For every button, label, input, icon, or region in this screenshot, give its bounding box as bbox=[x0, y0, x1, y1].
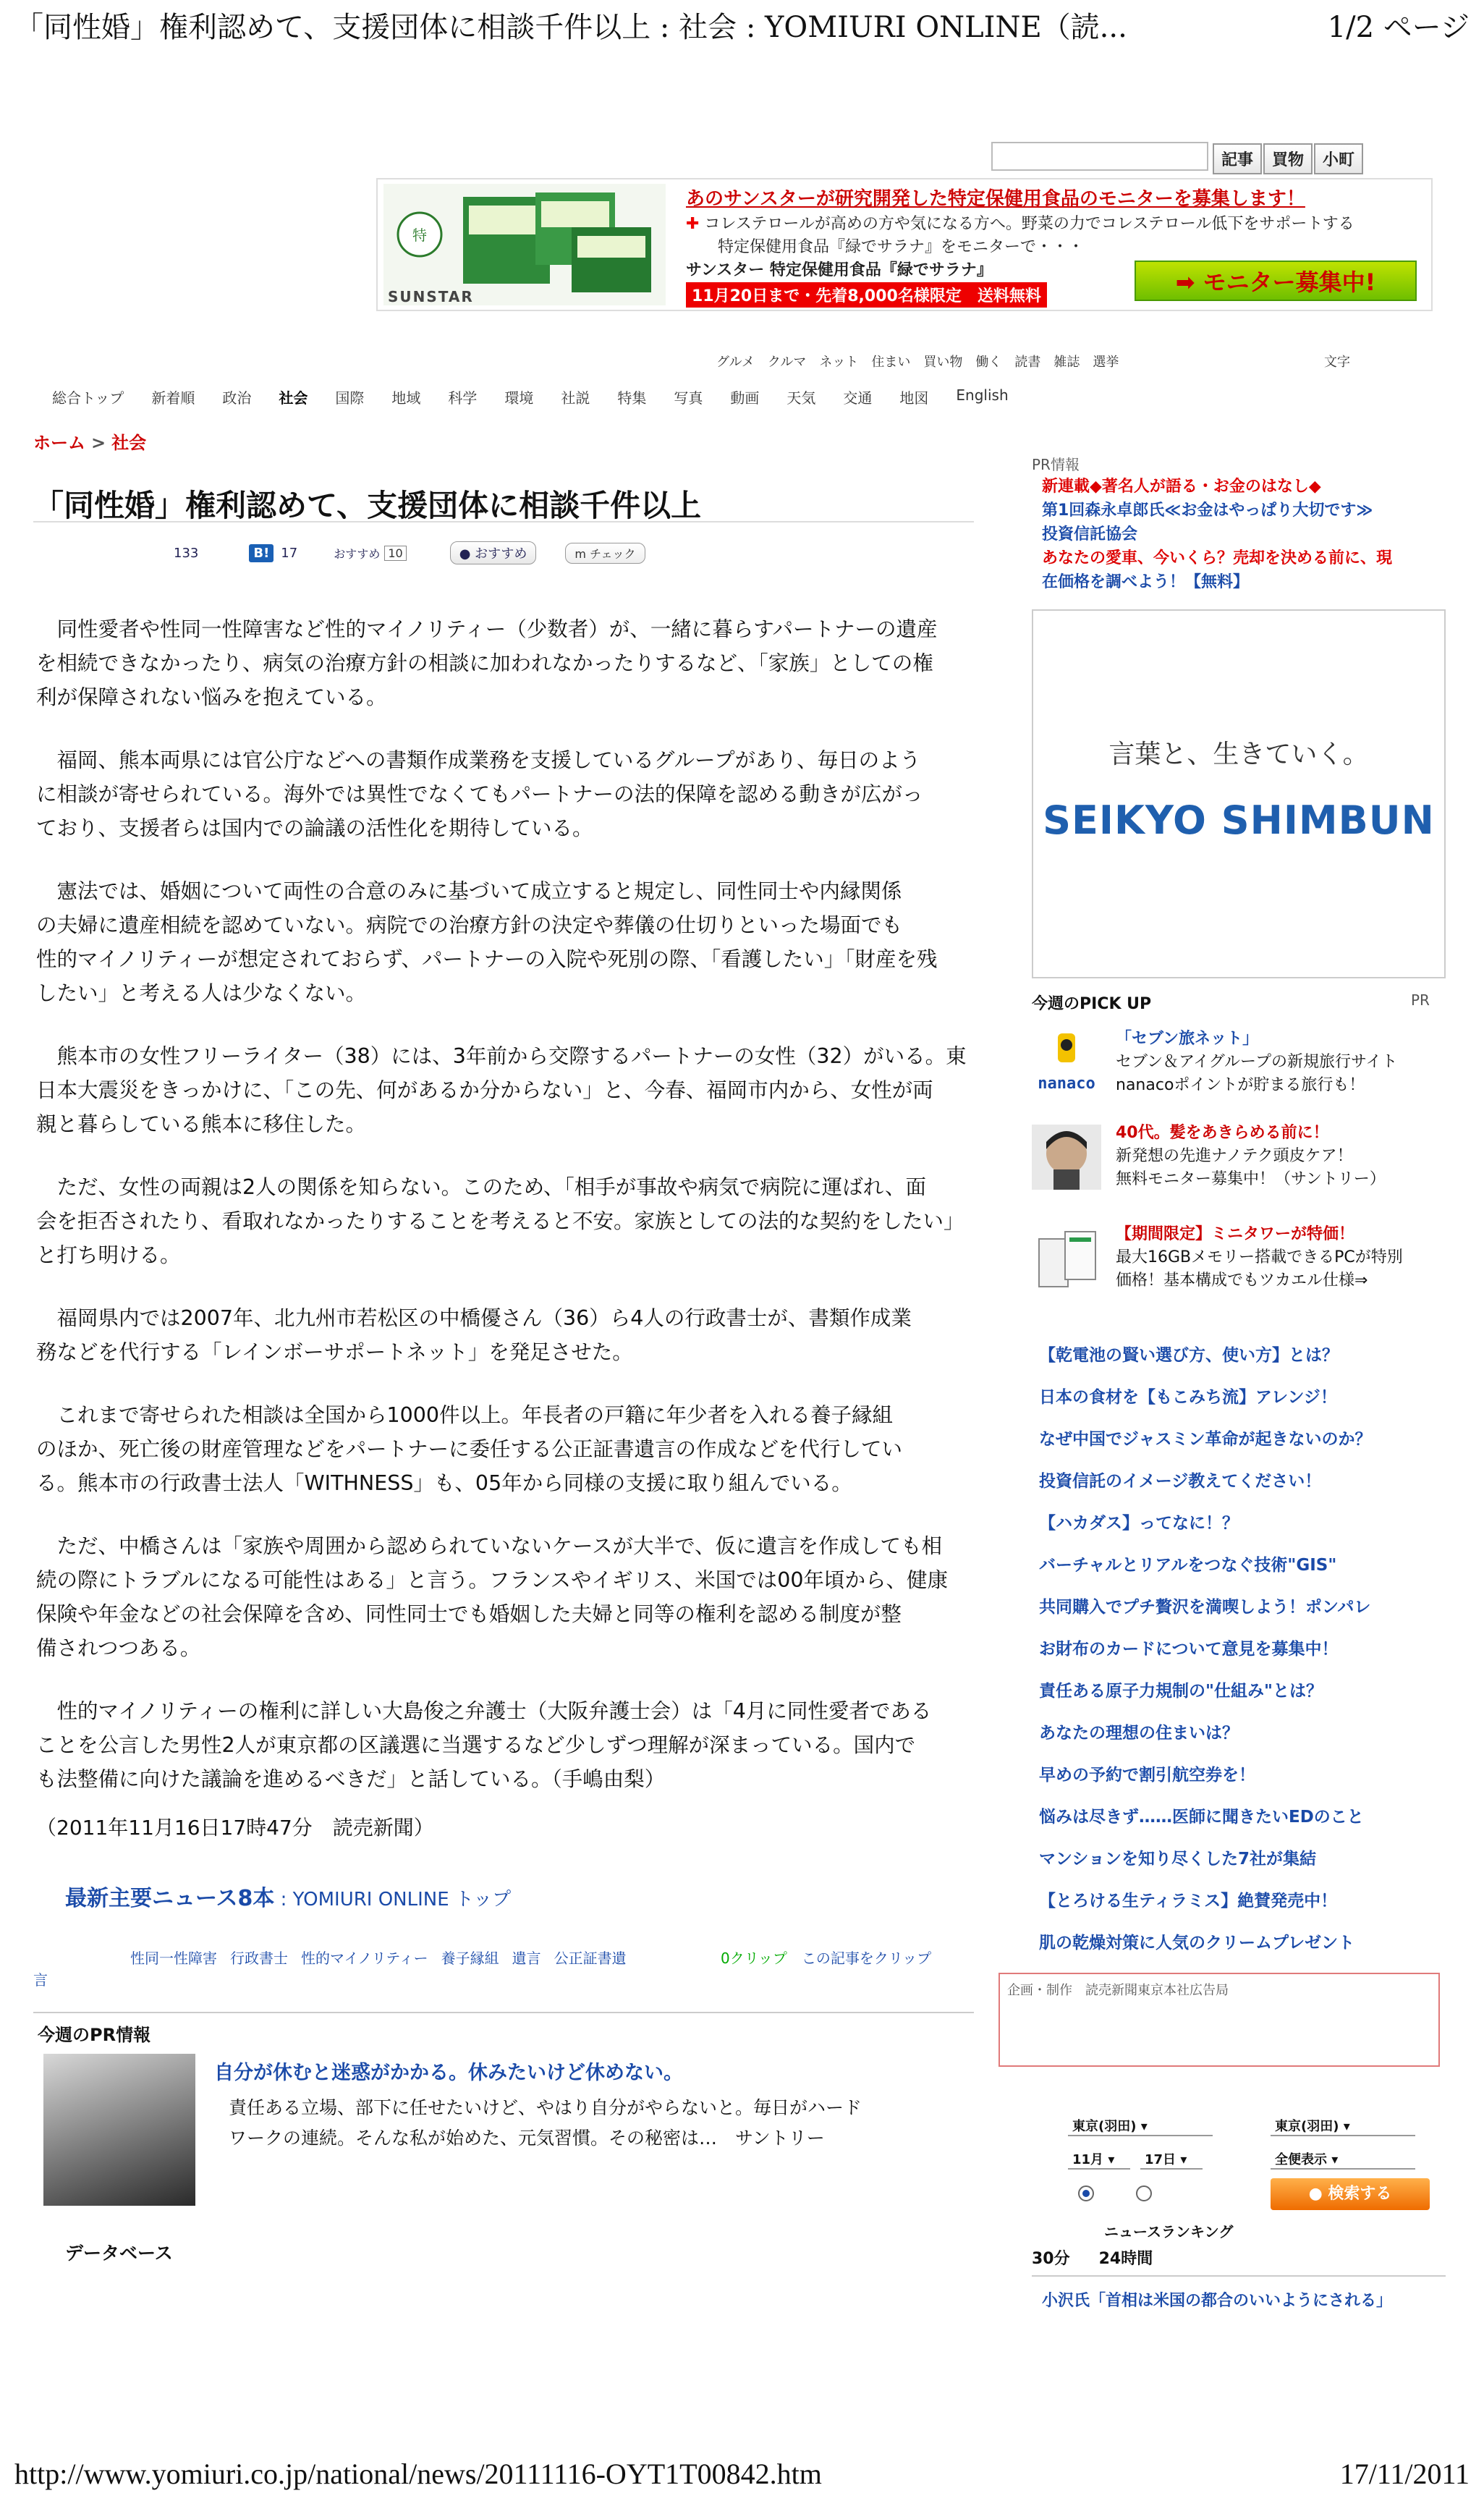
ad-line-2: 特定保健用食品『緑でサラナ』をモニターで・・・ bbox=[718, 238, 1085, 256]
pickup-title: 今週のPICK UP bbox=[1032, 995, 1152, 1013]
nav-item-photo[interactable]: 写真 bbox=[674, 389, 703, 407]
subnav-item[interactable]: クルマ bbox=[767, 355, 807, 370]
tag-link[interactable]: 性的マイノリティー bbox=[301, 1950, 428, 1967]
monitor-signup-label: モニター募集中! bbox=[1203, 268, 1376, 296]
arrow-right-icon: ➡ bbox=[1175, 268, 1203, 296]
sidebar-link[interactable]: 【ハカダス】ってなに！？ bbox=[1039, 1514, 1239, 1533]
flight-search-button[interactable] bbox=[1271, 2178, 1430, 2210]
search-input[interactable] bbox=[991, 142, 1208, 171]
article-paragraph: 同性愛者や性同一性障害など性的マイノリティー（少数者）が、一緒に暮らすパートナーの遺産 を相続できなかったり、病気の治療方針の相談に加われなかったりするなど、「家族」としての権 利が保障されない悩みを抱えている。 bbox=[36, 617, 938, 709]
sidebar-link[interactable]: 責任ある原子力規制の"仕組み"とは？ bbox=[1039, 1682, 1323, 1701]
article-paragraph: 福岡、熊本両県には官公庁などへの書類作成業務を支援しているグループがあり、毎日のよう に相談が寄せられている。海外では異性でなくてもパートナーの法的保障を認める動きが広がっ ており、支援者らは国内での論議の活性化を期待している。 bbox=[36, 748, 923, 840]
produced-by-text: 企画・制作 読売新聞東京本社広告局 bbox=[1007, 1983, 1229, 1998]
breadcrumb bbox=[33, 428, 146, 454]
nav-item-top[interactable]: 総合トップ bbox=[52, 389, 124, 407]
tag-link[interactable]: 養子縁組 bbox=[441, 1950, 499, 1967]
nav-item-society[interactable]: 社会 bbox=[279, 389, 308, 407]
month-select[interactable] bbox=[1068, 2146, 1130, 2170]
tag-link[interactable]: 性同一性障害 bbox=[130, 1950, 217, 1967]
subnav-item[interactable]: 選挙 bbox=[1093, 355, 1119, 370]
subnav-item[interactable]: グルメ bbox=[716, 355, 755, 370]
divider bbox=[1032, 2275, 1446, 2277]
sidebar-link[interactable]: 共同購入でプチ贅沢を満喫しよう！ポンパレ bbox=[1039, 1598, 1371, 1617]
departure-value: 東京(羽田) bbox=[1072, 2119, 1137, 2134]
search-tab-komachi[interactable]: 小町 bbox=[1314, 143, 1363, 174]
ranking-tab-24h[interactable]: 24時間 bbox=[1098, 2250, 1153, 2268]
sidebar-link-list bbox=[1039, 1334, 1444, 1964]
sidebar-pr-link[interactable]: 第1回森永卓郎氏≪お金はやっぱり大切です≫ bbox=[1042, 502, 1373, 520]
sidebar-link[interactable]: マンションを知り尽くした7社が集結 bbox=[1039, 1850, 1316, 1869]
seikyo-ad[interactable] bbox=[1032, 609, 1446, 978]
chevron-down-icon: ▾ bbox=[1140, 2119, 1148, 2134]
nav-item-feature[interactable]: 特集 bbox=[617, 389, 647, 407]
trip-type-radio[interactable] bbox=[1136, 2185, 1152, 2201]
ad-brand: SUNSTAR bbox=[388, 288, 474, 305]
sidebar-pr-link[interactable]: 投資信託協会 bbox=[1042, 525, 1138, 543]
nav-item-latest[interactable]: 新着順 bbox=[151, 389, 195, 407]
pickup-item[interactable] bbox=[1032, 1223, 1448, 1303]
share-count[interactable]: 133 bbox=[174, 545, 199, 561]
pickup-text bbox=[1116, 1028, 1456, 1097]
sidebar-link[interactable]: バーチャルとリアルをつなぐ技術"GIS" bbox=[1039, 1556, 1337, 1575]
recommend-button[interactable] bbox=[450, 541, 537, 564]
nav-item-politics[interactable]: 政治 bbox=[222, 389, 252, 407]
article-paragraph: 性的マイノリティーの権利に詳しい大島俊之弁護士（大阪弁護士会）は「4月に同性愛者である ことを公言した男性2人が東京都の区議選に当選するなど少しずつ理解が深まっている。国内で も法整備に向けた議論を進めるべきだ」と話している。（手嶋由梨） bbox=[36, 1699, 932, 1791]
pickup-lead[interactable]: 「セブン旅ネット」 bbox=[1116, 1030, 1259, 1048]
ad-deadline: 11月20日まで・先着8,000名様限定 送料無料 bbox=[686, 282, 1047, 308]
article-paragraph: 憲法では、婚姻について両性の合意のみに基づいて成立すると規定し、同性同士や内縁関係 の夫婦に遺産相続を認めていない。病院での治療方針の決定や葬儀の仕切りといった場面でも 性的マイノリティーが想定されておらず、パートナーの入院や死別の際、「看護したい」「財産を残 したい」と考える人は少なくない。 bbox=[36, 879, 938, 1005]
nav-item-weather[interactable]: 天気 bbox=[786, 389, 816, 407]
yomiuri-top-link[interactable]: : YOMIURI ONLINE トップ bbox=[274, 1889, 512, 1910]
search-tab-shopping[interactable]: 買物 bbox=[1263, 143, 1313, 174]
ad-headline[interactable]: あのサンスターが研究開発した特定保健用食品のモニターを募集します！ bbox=[686, 188, 1305, 210]
pickup-lead[interactable]: 【期間限定】ミニタワーが特価！ bbox=[1116, 1225, 1355, 1243]
pr-box bbox=[33, 2012, 974, 2229]
pr-photo[interactable] bbox=[43, 2054, 195, 2206]
ranking-tabs bbox=[1032, 2246, 1153, 2269]
pr-headline[interactable]: 自分が休むと迷惑がかかる。休みたいけど休めない。 bbox=[214, 2062, 683, 2084]
display-select[interactable] bbox=[1271, 2146, 1415, 2170]
share-bar bbox=[174, 541, 645, 564]
nav-item-map[interactable]: 地図 bbox=[899, 389, 929, 407]
chevron-down-icon: ▾ bbox=[1331, 2152, 1339, 2167]
pickup-lead[interactable]: 40代。髪をあきらめる前に！ bbox=[1116, 1124, 1329, 1142]
arrival-value: 東京(羽田) bbox=[1275, 2119, 1339, 2134]
tag-link[interactable]: 行政書士 bbox=[230, 1950, 288, 1967]
pickup-text bbox=[1116, 1223, 1456, 1292]
departure-select[interactable] bbox=[1068, 2113, 1213, 2136]
search-tab-articles[interactable]: 記事 bbox=[1213, 143, 1262, 174]
pickup-text bbox=[1116, 1122, 1456, 1191]
clip-count: 0 bbox=[721, 1950, 730, 1967]
sidebar-pr-link[interactable]: 在価格を調べよう！【無料】 bbox=[1042, 573, 1250, 591]
sub-navigation bbox=[716, 352, 1119, 371]
subnav-item[interactable]: 読書 bbox=[1014, 355, 1041, 370]
hatena-count[interactable]: 17 bbox=[281, 545, 298, 561]
display-value: 全便表示 bbox=[1275, 2152, 1327, 2167]
article-paragraph: 熊本市の女性フリーライター（38）には、3年前から交際するパートナーの女性（32）がいる。東 日本大震災をきっかけに、「この先、何があるか分からない」と、今春、福岡市内から、女性が両 親と暮らしている熊本に移住した。 bbox=[36, 1044, 967, 1136]
tag-link[interactable]: 公正証書遺 bbox=[554, 1950, 627, 1967]
nav-item-video[interactable]: 動画 bbox=[730, 389, 760, 407]
pickup-body: 新発想の先進ナノテク頭皮ケア！ 無料モニター募集中！（サントリー） bbox=[1116, 1147, 1386, 1188]
svg-text:nanaco: nanaco bbox=[1038, 1075, 1095, 1093]
subnav-item[interactable]: 買い物 bbox=[923, 355, 963, 370]
ranking-title: ニュースランキング bbox=[1104, 2223, 1234, 2240]
mixi-check-button[interactable] bbox=[565, 543, 645, 564]
clip-article-link[interactable]: この記事をクリップ bbox=[801, 1950, 932, 1967]
pr-body: 責任ある立場、部下に任せたいけど、やはり自分がやらないと。毎日がハード ワークの連続。そんな私が始めた、元気習慣。その秘密は… サントリー bbox=[229, 2097, 862, 2149]
sidebar-link[interactable]: 日本の食材を【もこみち流】アレンジ！ bbox=[1039, 1388, 1337, 1407]
seikyo-tagline: 言葉と、生きていく。 bbox=[1108, 740, 1369, 769]
article-body bbox=[36, 612, 977, 1825]
nav-item-environment[interactable]: 環境 bbox=[504, 389, 534, 407]
breadcrumb-current[interactable]: 社会 bbox=[111, 433, 147, 453]
text-size-control[interactable]: 文字 bbox=[1324, 355, 1350, 370]
tag-list bbox=[130, 1947, 627, 1968]
article-paragraph: ただ、中橋さんは「家族や周囲から認められていないケースが大半で、仮に遺言を作成しても相 続の際にトラブルになる可能性はある」と言う。フランスやイギリス、米国では00年頃から、健康 保険や年金などの社会保障を含め、同性同士でも婚姻した夫婦と同等の権利を認める制度が整 備されつつある。 bbox=[36, 1534, 949, 1660]
sidebar-pr-links bbox=[1042, 475, 1447, 594]
ad-line-3: サンスター 特定保健用食品『緑でサラナ』 bbox=[686, 261, 993, 279]
subnav-item[interactable]: 住まい bbox=[871, 355, 911, 370]
sidebar-link[interactable]: 【とろける生ティラミス】絶賛発売中！ bbox=[1039, 1892, 1338, 1910]
sidebar-link[interactable]: 悩みは尽きず……医師に聞きたいEDのこと bbox=[1039, 1808, 1364, 1827]
breadcrumb-separator: > bbox=[91, 433, 106, 453]
sidebar-link[interactable]: 【乾電池の賢い選び方、使い方】とは？ bbox=[1039, 1346, 1339, 1365]
product-image bbox=[383, 184, 666, 305]
nav-item-english[interactable]: English bbox=[956, 386, 1009, 404]
produced-by-box bbox=[998, 1973, 1440, 2067]
nav-item-traffic[interactable]: 交通 bbox=[843, 389, 873, 407]
search-tabs bbox=[1213, 143, 1365, 174]
sidebar-link[interactable]: あなたの理想の住まいは？ bbox=[1039, 1724, 1239, 1743]
tag-link-wrap[interactable]: 言 bbox=[33, 1971, 48, 1989]
pickup-body: セブン＆アイグループの新規旅行サイト nanacoポイントが貯まる旅行も！ bbox=[1116, 1053, 1398, 1094]
article-paragraph: ただ、女性の両親は2人の関係を知らない。このため、「相手が事故や病気で病院に運ばれ、面 会を拒否されたり、看取れなかったりすることを考えると不安。家族としての法的な契約をしたい」 と打ち明ける。 bbox=[36, 1175, 964, 1267]
article-dateline: （2011年11月16日17時47分 読売新聞） bbox=[36, 1816, 434, 1840]
clip-article[interactable] bbox=[721, 1947, 931, 1968]
sidebar-link[interactable]: 投資信託のイメージ教えてください！ bbox=[1039, 1472, 1322, 1491]
nav-item-science[interactable]: 科学 bbox=[448, 389, 478, 407]
latest-news-link[interactable] bbox=[65, 1880, 511, 1912]
trip-type-radio[interactable] bbox=[1078, 2185, 1094, 2201]
search-icon: ● bbox=[1308, 2185, 1328, 2203]
recommend-count: 10 bbox=[384, 546, 406, 561]
mixi-icon: m bbox=[574, 546, 590, 561]
pickup-pr-label: PR bbox=[1411, 991, 1430, 1009]
pc-tower-icon bbox=[1032, 1226, 1101, 1291]
pickup-item[interactable] bbox=[1032, 1028, 1448, 1107]
nav-item-editorial[interactable]: 社説 bbox=[561, 389, 590, 407]
recommend-label: おすすめ bbox=[334, 546, 381, 561]
ad-line-1-text: コレステロールが高めの方や気になる方へ。野菜の力でコレステロール低下をサポートする bbox=[704, 215, 1354, 233]
main-navigation bbox=[52, 386, 1036, 407]
chevron-down-icon: ▾ bbox=[1343, 2119, 1350, 2134]
chevron-down-icon: ▾ bbox=[1108, 2152, 1115, 2167]
database-label: データベース bbox=[65, 2243, 173, 2264]
plus-icon: ✚ bbox=[686, 215, 700, 233]
sidebar-link[interactable]: 早めの予約で割引航空券を！ bbox=[1039, 1766, 1255, 1785]
print-footer-date: 17/11/2011 bbox=[1339, 2458, 1470, 2490]
day-value: 17日 bbox=[1145, 2152, 1176, 2167]
divider bbox=[33, 521, 974, 522]
check-button-label: チェック bbox=[590, 546, 636, 561]
recommend-icon: ● bbox=[459, 546, 475, 562]
ad-line-1 bbox=[686, 211, 1354, 234]
nanaco-icon bbox=[1032, 1031, 1101, 1096]
ad-banner[interactable] bbox=[376, 178, 1433, 311]
chevron-down-icon: ▾ bbox=[1180, 2152, 1187, 2167]
svg-text:特: 特 bbox=[412, 227, 427, 244]
month-value: 11月 bbox=[1072, 2152, 1104, 2167]
pickup-item[interactable] bbox=[1032, 1122, 1448, 1201]
hatena-bookmark-icon[interactable]: B! bbox=[249, 544, 274, 562]
recommend-button-label: おすすめ bbox=[475, 546, 527, 562]
latest-news-title[interactable]: 最新主要ニュース8本 bbox=[65, 1886, 275, 1911]
pr-box-title: 今週のPR情報 bbox=[38, 2025, 151, 2045]
sidebar-link[interactable]: お財布のカードについて意見を募集中！ bbox=[1039, 1640, 1339, 1659]
day-select[interactable] bbox=[1140, 2146, 1203, 2170]
article-paragraph: 福岡県内では2007年、北九州市若松区の中橋優さん（36）ら4人の行政書士が、書類作成業 務などを代行する「レインボーサポートネット」を発足させた。 bbox=[36, 1306, 912, 1364]
nav-item-region[interactable]: 地域 bbox=[391, 389, 421, 407]
breadcrumb-home[interactable]: ホーム bbox=[33, 433, 85, 453]
nav-item-international[interactable]: 国際 bbox=[335, 389, 365, 407]
monitor-signup-button[interactable] bbox=[1135, 261, 1417, 301]
subnav-item[interactable]: 雑誌 bbox=[1053, 355, 1080, 370]
clip-unit: クリップ bbox=[729, 1950, 787, 1967]
sidebar-pr-link[interactable]: あなたの愛車、今いくら？売却を決める前に、現 bbox=[1042, 549, 1393, 567]
print-footer-url: http://www.yomiuri.co.jp/national/news/20111116-OYT1T00842.htm bbox=[14, 2458, 822, 2490]
arrival-select[interactable] bbox=[1271, 2113, 1415, 2136]
ranking-item[interactable]: 小沢氏「首相は米国の都合のいいようにされる」 bbox=[1042, 2292, 1393, 2310]
print-page-number: 1/2 ページ bbox=[1327, 11, 1470, 44]
subnav-item[interactable]: ネット bbox=[819, 355, 859, 370]
hair-care-photo bbox=[1032, 1125, 1101, 1190]
sidebar-link[interactable]: なぜ中国でジャスミン革命が起きないのか？ bbox=[1039, 1430, 1372, 1449]
flight-search-label: 検索する bbox=[1328, 2185, 1392, 2203]
sidebar-pr-link[interactable]: 新連載◆著名人が語る・お金のはなし◆ bbox=[1042, 478, 1321, 496]
subnav-item[interactable]: 働く bbox=[975, 355, 1002, 370]
sidebar-pr-label: PR情報 bbox=[1032, 456, 1080, 473]
article-headline: 「同性婚」権利認めて、支援団体に相談千件以上 bbox=[33, 488, 702, 523]
sidebar-link[interactable]: 肌の乾燥対策に人気のクリームプレゼント bbox=[1039, 1934, 1355, 1952]
print-header-title: 「同性婚」権利認めて、支援団体に相談千件以上 : 社会 : YOMIURI ONLINE（読... bbox=[14, 11, 1127, 44]
ranking-tab-30min[interactable]: 30分 bbox=[1032, 2250, 1070, 2268]
pickup-body: 最大16GBメモリー搭載できるPCが特別 価格！基本構成でもツカエル仕様⇒ bbox=[1116, 1248, 1403, 1290]
article-paragraph: これまで寄せられた相談は全国から1000件以上。年長者の戸籍に年少者を入れる養子縁組 のほか、死亡後の財産管理などをパートナーに委任する公正証書遺言の作成などを代行してい る。熊本市の行政書士法人「WITHNESS」も、05年から同様の支援に取り組んでいる。 bbox=[36, 1403, 903, 1495]
tag-link[interactable]: 遺言 bbox=[512, 1950, 541, 1967]
seikyo-logo: SEIKYO SHIMBUN bbox=[1043, 797, 1435, 843]
